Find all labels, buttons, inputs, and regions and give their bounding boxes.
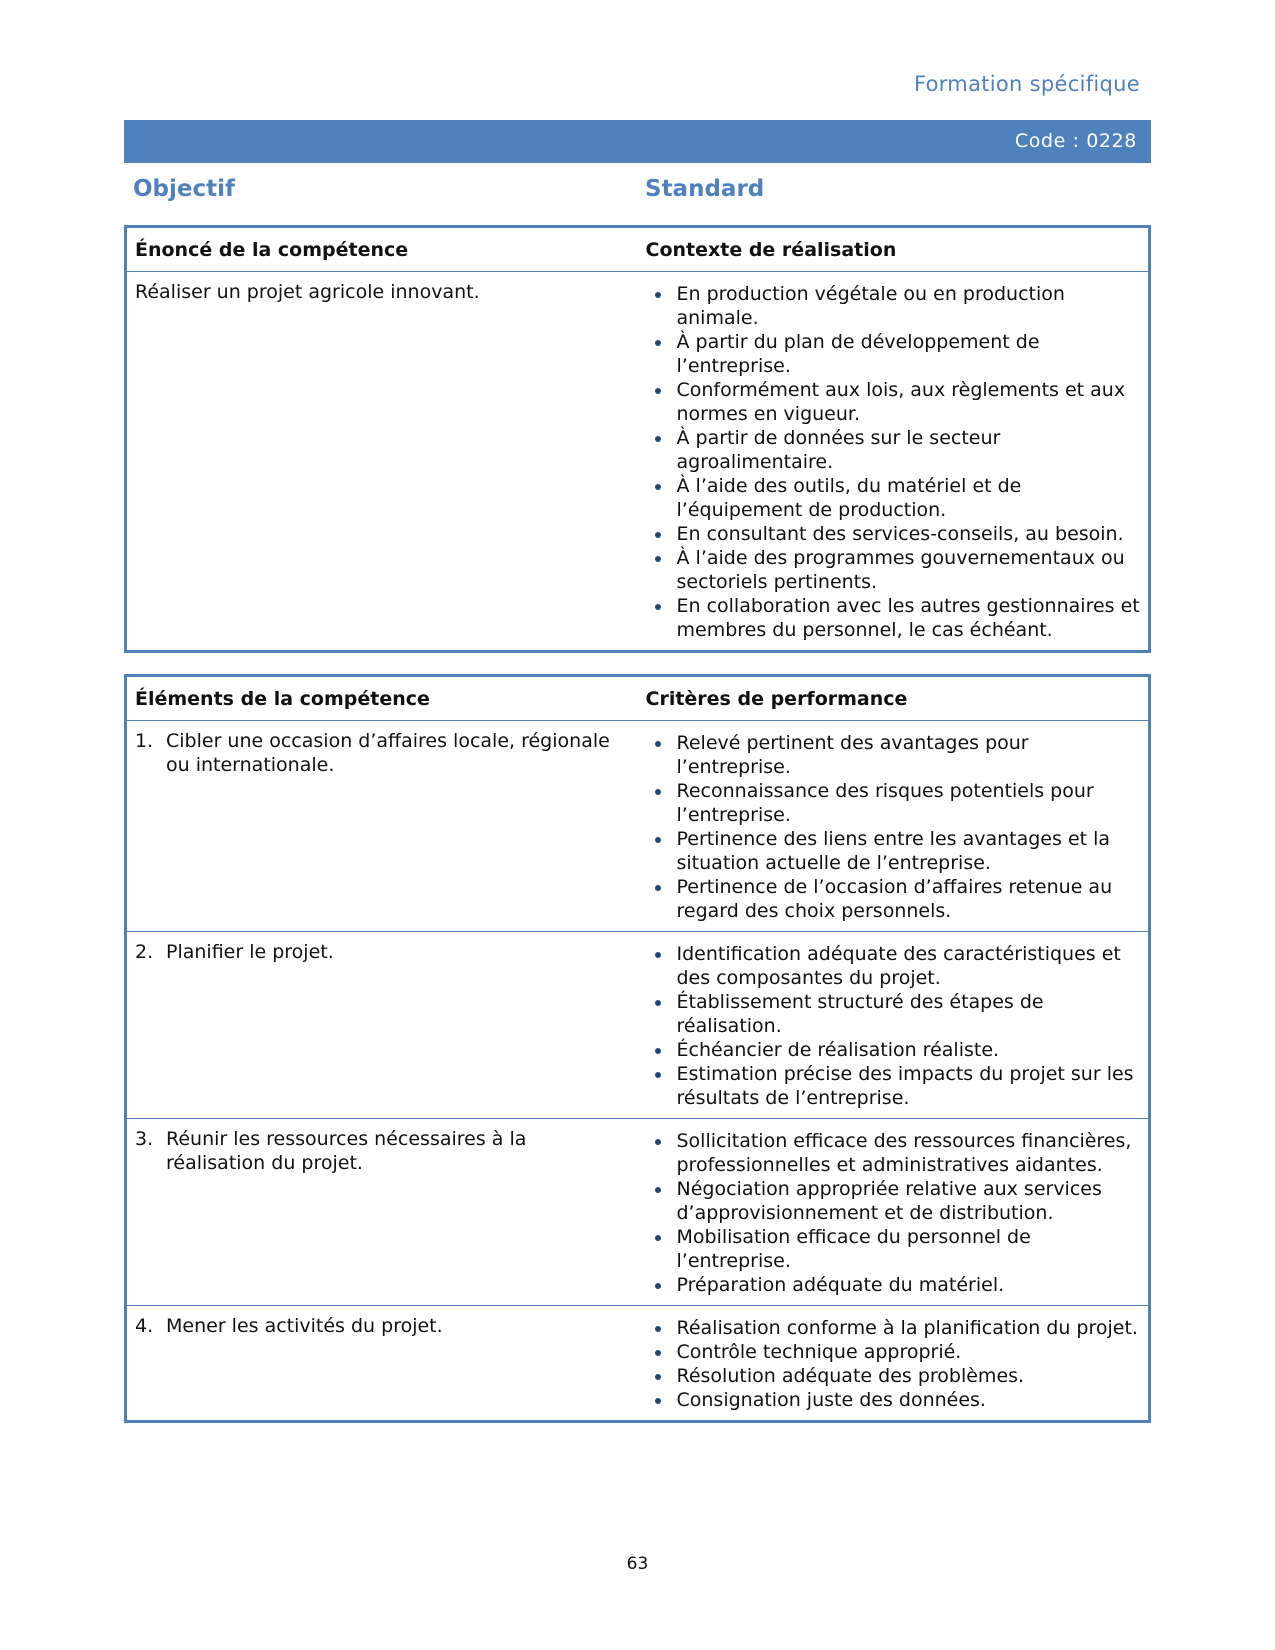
criteria-item: Négociation appropriée relative aux services d’approvisionnement et de distribution. [646,1177,1141,1225]
criteria-item: Établissement structuré des étapes de réalisation. [646,990,1141,1038]
element-text: Réunir les ressources nécessaires à la réalisation du projet. [166,1128,527,1174]
element-number: 1. [135,730,154,752]
criteria-header: Critères de performance [638,676,1150,721]
context-item: À l’aide des outils, du matériel et de l’équipement de production. [646,474,1141,522]
objective-heading: Objectif [133,176,236,202]
criteria-item: Relevé pertinent des avantages pour l’entreprise. [646,731,1141,779]
context-item: À l’aide des programmes gouvernementaux ou sectoriels pertinents. [646,546,1141,594]
table-row [126,1306,1150,1422]
context-item: À partir de données sur le secteur agroalimentaire. [646,426,1141,474]
criteria-list [646,1306,1141,1420]
code-banner [124,120,1151,163]
criteria-list [646,721,1141,931]
criteria-list [646,932,1141,1118]
element-number: 3. [135,1128,154,1150]
criteria-item: Pertinence des liens entre les avantages et la situation actuelle de l’entreprise. [646,827,1141,875]
criteria-item: Contrôle technique approprié. [646,1340,1141,1364]
context-list [646,272,1141,650]
criteria-item: Identification adéquate des caractéristiques et des composantes du projet. [646,942,1141,990]
context-cell [638,272,1150,652]
criteria-item: Pertinence de l’occasion d’affaires retenue au regard des choix personnels. [646,875,1141,923]
context-header: Contexte de réalisation [638,227,1150,272]
elements-header: Éléments de la compétence [126,676,638,721]
criteria-item: Reconnaissance des risques potentiels pour l’entreprise. [646,779,1141,827]
criteria-item: Préparation adéquate du matériel. [646,1273,1141,1297]
element-text: Planifier le projet. [166,941,334,963]
criteria-item: Réalisation conforme à la planification du projet. [646,1316,1141,1340]
element-text: Mener les activités du projet. [166,1315,443,1337]
criteria-list [646,1119,1141,1305]
table-row [126,932,1150,1119]
element-text: Cibler une occasion d’affaires locale, régionale ou internationale. [166,730,610,776]
context-item: En collaboration avec les autres gestionnaires et membres du personnel, le cas échéant. [646,594,1141,642]
context-item: En production végétale ou en production animale. [646,282,1141,330]
competency-statement: Réaliser un projet agricole innovant. [135,281,480,303]
criteria-item: Sollicitation efficace des ressources financières, professionnelles et administratives aidantes. [646,1129,1141,1177]
criteria-item: Consignation juste des données. [646,1388,1141,1412]
page-number: 63 [626,1554,649,1574]
element-number: 4. [135,1315,154,1337]
criteria-item: Échéancier de réalisation réaliste. [646,1038,1141,1062]
course-code: Code : 0228 [1014,130,1137,152]
criteria-item: Résolution adéquate des problèmes. [646,1364,1141,1388]
table-row [126,1119,1150,1306]
context-item: À partir du plan de développement de l’entreprise. [646,330,1141,378]
section-title: Formation spécifique [913,72,1140,96]
statement-header: Énoncé de la compétence [126,227,638,272]
element-number: 2. [135,941,154,963]
context-item: En consultant des services-conseils, au besoin. [646,522,1141,546]
competency-elements-table [124,674,1151,1423]
criteria-item: Estimation précise des impacts du projet sur les résultats de l’entreprise. [646,1062,1141,1110]
standard-heading: Standard [645,176,765,202]
context-item: Conformément aux lois, aux règlements et aux normes en vigueur. [646,378,1141,426]
criteria-item: Mobilisation efficace du personnel de l’entreprise. [646,1225,1141,1273]
table-row [126,721,1150,932]
competency-statement-table [124,225,1151,653]
